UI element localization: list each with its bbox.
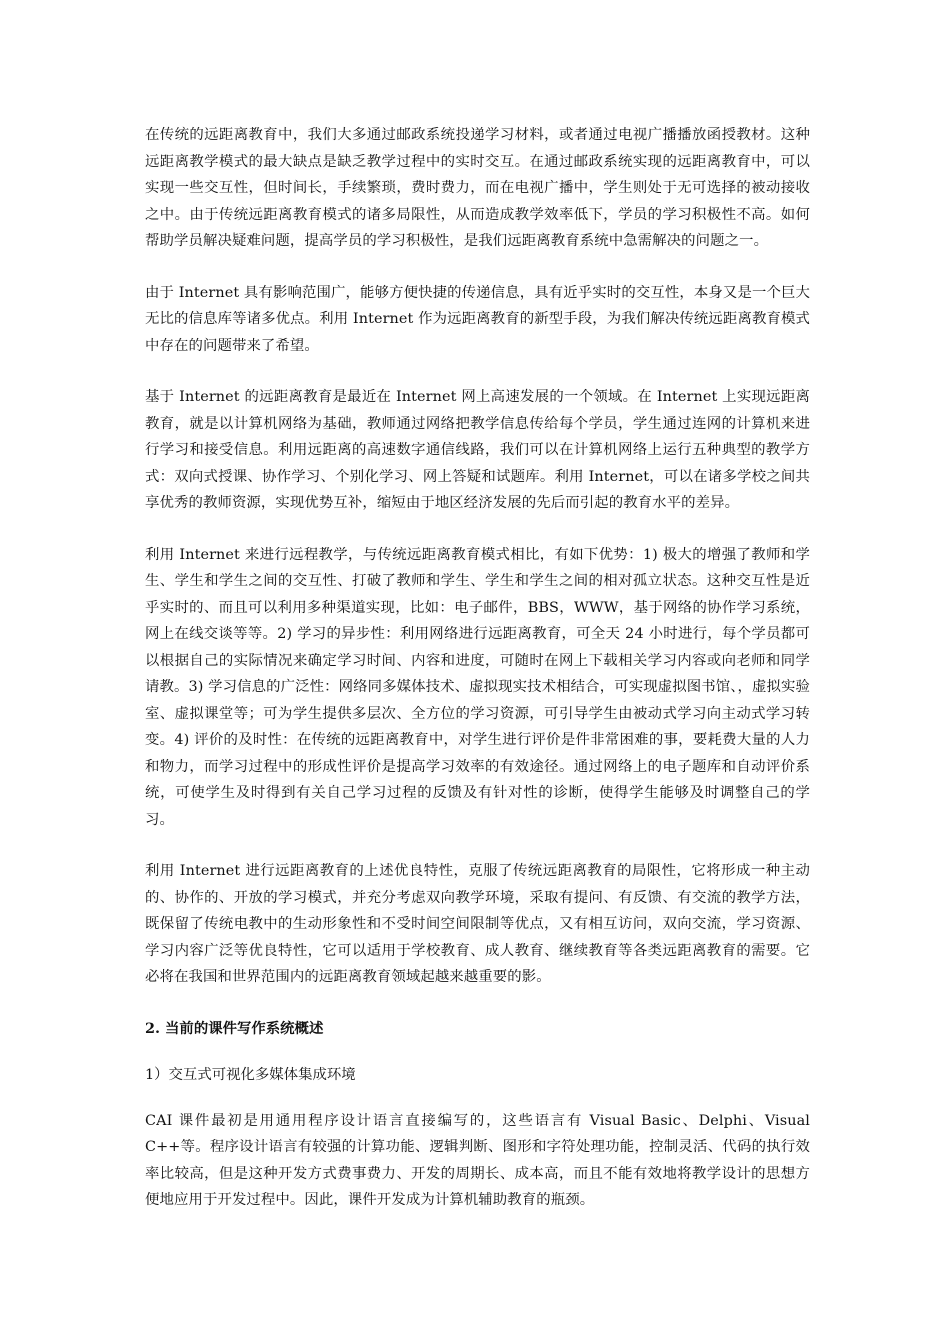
paragraph-internet-advantages: 由于 Internet 具有影响范围广，能够方便快捷的传递信息，具有近乎实时的交互性，本身又是一个巨大无比的信息库等诸多优点。利用 Internet 作为远距离教育的新型手段，为我们解决传统远距离教育模式中存在的问题带来了希望。: [145, 284, 810, 354]
document-page: [145, 122, 810, 1239]
paragraph-traditional-distance-education: 在传统的远距离教育中，我们大多通过邮政系统投递学习材料，或者通过电视广播播放函授教材。这种远距离教学模式的最大缺点是缺乏教学过程中的实时交互。在通过邮政系统实现的远距离教育中，可以实现一些交互性，但时间长，手续繁琐，费时费力，而在电视广播中，学生则处于无可选择的被动接收之中。由于传统远距离教育模式的诸多局限性，从而造成教学效率低下，学员的学习积极性不高。如何帮助学员解决疑难问题，提高学员的学习积极性，是我们远距离教育系统中急需解决的问题之一。: [145, 127, 810, 249]
paragraph-internet-based-education: 基于 Internet 的远距离教育是最近在 Internet 网上高速发展的一个领域。在 Internet 上实现远距离教育，就是以计算机网络为基础，教师通过网络把教学信息传给每个学员，学生通过连网的计算机来进行学习和接受信息。利用远距离的高速数字通信线路，我们可以在计算机网络上运行五种典型的教学方式：双向式授课、协作学习、个别化学习、网上答疑和试题库。利用 Internet，可以在诸多学校之间共享优秀的教师资源，实现优势互补，缩短由于地区经济发展的先后而引起的教育水平的差异。: [145, 389, 810, 511]
paragraph-summary: 利用 Internet 进行远距离教育的上述优良特性，克服了传统远距离教育的局限性，它将形成一种主动的、协作的、开放的学习模式，并充分考虑双向教学环境，采取有提问、有反馈、有交流的教学方法，既保留了传统电教中的生动形象性和不受时间空间限制等优点，又有相互访问，双向交流，学习资源、学习内容广泛等优良特性，它可以适用于学校教育、成人教育、继续教育等各类远距离教育的需要。它必将在我国和世界范围内的远距离教育领域起越来越重要的影。: [145, 863, 810, 985]
subsection-heading: 1）交互式可视化多媒体集成环境: [145, 1066, 356, 1083]
section-heading: 2. 当前的课件写作系统概述: [145, 1019, 324, 1037]
paragraph-remote-teaching-benefits: 利用 Internet 来进行远程教学，与传统远距离教育模式相比，有如下优势：1) 极大的增强了教师和学生、学生和学生之间的交互性、打破了教师和学生、学生和学生之间的相对孤立状态。这种交互性是近乎实时的、而且可以利用多种渠道实现，比如：电子邮件，BBS，WWW，基于网络的协作学习系统，网上在线交谈等等。2) 学习的异步性：利用网络进行远距离教育，可全天 24 小时进行，每个学员都可以根据自己的实际情况来确定学习时间、内容和进度，可随时在网上下载相关学习内容或向老师和同学请教。3) 学习信息的广泛性：网络同多媒体技术、虚拟现实技术相结合，可实现虚拟图书馆、，虚拟实验室、虚拟课堂等；可为学生提供多层次、全方位的学习资源，可引导学生由被动式学习向主动式学习转变。4) 评价的及时性：在传统的远距离教育中，对学生进行评价是件非常困难的事，要耗费大量的人力和物力，而学习过程中的形成性评价是提高学习效率的有效途径。通过网络上的电子题库和自动评价系统，可使学生及时得到有关自己学习过程的反馈及有针对性的诊断，使得学生能够及时调整自己的学习。: [145, 546, 810, 828]
paragraph-cai-courseware: CAI 课件最初是用通用程序设计语言直接编写的，这些语言有 Visual Basic、Delphi、Visual C++等。程序设计语言有较强的计算功能、逻辑判断、图形和字符处理功能，控制灵活、代码的执行效率比较高，但是这种开发方式费事费力、开发的周期长、成本高，而且不能有效地将教学设计的思想方便地应用于开发过程中。因此，课件开发成为计算机辅助教育的瓶颈。: [145, 1112, 810, 1208]
